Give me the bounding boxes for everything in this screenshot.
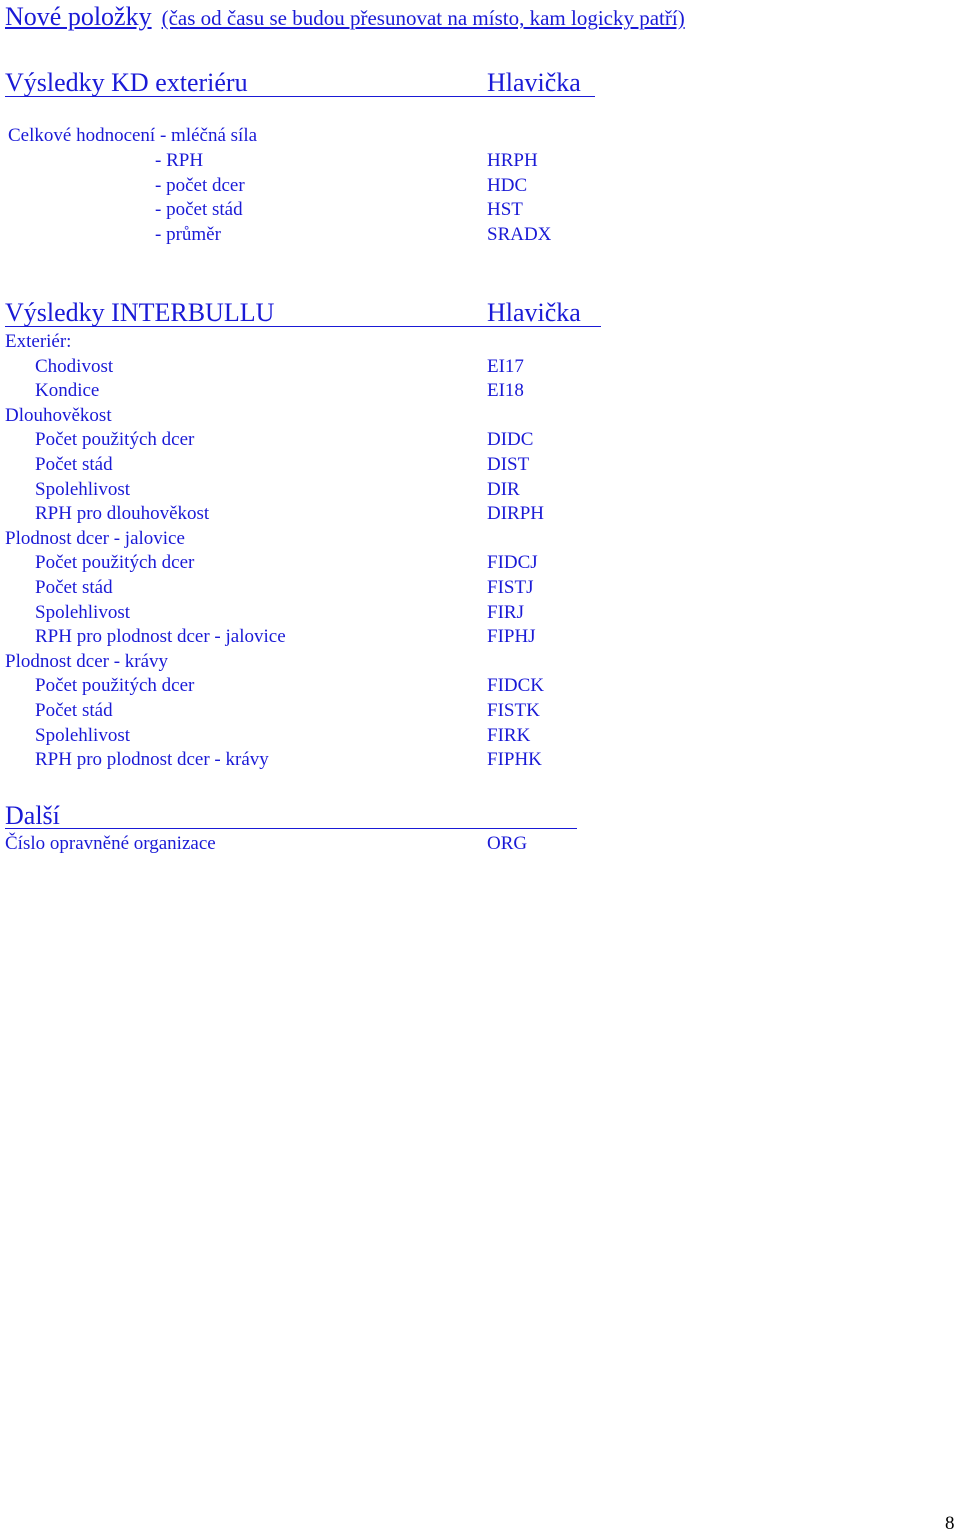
interbull-row-code: FIPHJ — [487, 626, 536, 647]
interbull-group-label: Plodnost dcer - jalovice — [5, 528, 185, 549]
interbull-row-label: Chodivost — [35, 356, 114, 377]
kd-row-label: - počet stád — [155, 199, 243, 220]
interbull-row-label: Počet stád — [35, 454, 113, 475]
interbull-row-code: FISTJ — [487, 577, 534, 598]
kd-section-title: Výsledky KD exteriéru — [5, 68, 248, 97]
interbull-header-column-title: Hlavička — [487, 298, 581, 327]
interbull-row-label: Počet použitých dcer — [35, 552, 195, 573]
page-number: 8 — [945, 1513, 955, 1534]
interbull-row-code: FIPHK — [487, 749, 542, 770]
interbull-section-title: Výsledky INTERBULLU — [5, 298, 275, 327]
interbull-row-code: FIRK — [487, 725, 531, 746]
interbull-row-label: RPH pro plodnost dcer - krávy — [35, 749, 269, 770]
interbull-row-label: Počet použitých dcer — [35, 675, 195, 696]
interbull-row-label: RPH pro plodnost dcer - jalovice — [35, 626, 286, 647]
interbull-row-code: EI18 — [487, 380, 524, 401]
other-row-code: ORG — [487, 833, 528, 854]
kd-header-column-title: Hlavička — [487, 68, 581, 97]
interbull-row-code: DIRPH — [487, 503, 545, 524]
interbull-row-label: Spolehlivost — [35, 479, 131, 500]
other-section-title: Další — [5, 801, 60, 830]
interbull-row-code: FISTK — [487, 700, 540, 721]
page-title: Nové položky — [5, 2, 152, 31]
kd-row-code: HRPH — [487, 150, 538, 171]
interbull-row-code: DIST — [487, 454, 530, 475]
kd-row-label: - počet dcer — [155, 175, 245, 196]
interbull-group-label: Plodnost dcer - krávy — [5, 651, 169, 672]
interbull-row-code: FIRJ — [487, 602, 524, 623]
kd-row-code: HDC — [487, 175, 528, 196]
interbull-row-label: Počet stád — [35, 577, 113, 598]
kd-row-label: Celkové hodnocení - mléčná síla — [8, 125, 258, 146]
kd-row-label: - průměr — [155, 224, 221, 245]
other-title-underline — [5, 828, 577, 829]
page-subtitle: (čas od času se budou přesunovat na místo, kam logicky patří) — [161, 6, 685, 30]
interbull-group-label: Dlouhověkost — [5, 405, 112, 426]
page-header — [5, 2, 685, 32]
other-row-label: Číslo opravněné organizace — [5, 833, 216, 854]
interbull-row-label: RPH pro dlouhověkost — [35, 503, 210, 524]
interbull-row-label: Spolehlivost — [35, 725, 131, 746]
interbull-row-code: FIDCK — [487, 675, 545, 696]
interbull-row-code: DIDC — [487, 429, 534, 450]
interbull-row-code: DIR — [487, 479, 520, 500]
interbull-row-label: Kondice — [35, 380, 100, 401]
interbull-row-label: Počet stád — [35, 700, 113, 721]
kd-row-code: HST — [487, 199, 523, 220]
interbull-row-label: Počet použitých dcer — [35, 429, 195, 450]
interbull-row-label: Spolehlivost — [35, 602, 131, 623]
kd-row-label: - RPH — [155, 150, 204, 171]
kd-row-code: SRADX — [487, 224, 552, 245]
interbull-row-code: EI17 — [487, 356, 524, 377]
interbull-group-label: Exteriér: — [5, 331, 72, 352]
interbull-row-code: FIDCJ — [487, 552, 538, 573]
